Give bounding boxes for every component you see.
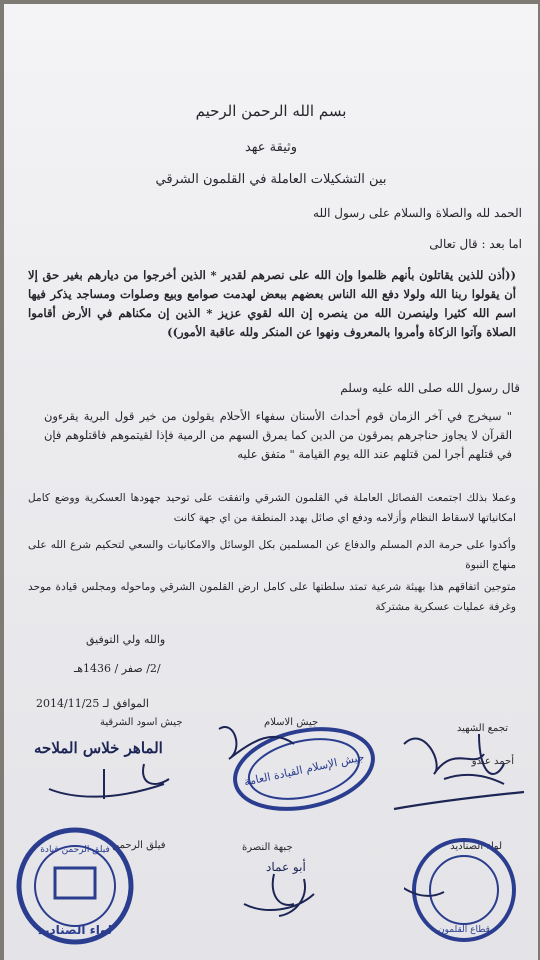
faction-label-sanadid: لواء الصناديد [450, 841, 502, 852]
hadith-intro: قال رسول الله صلى الله عليه وسلم [340, 381, 520, 395]
document-page [4, 4, 538, 960]
quran-verse: ((أذن للذين يقاتلون بأنهم ظلموا وإن الله على نصرهم لقدير * الذين أخرجوا من ديارهم بغير حق إلا أن يقولوا ربنا الله ولولا دفع الله الناس بعضهم ببعض لهدمت صوامع وبيع وصلوات ومساجد يذكر فيها اسم الله كثيرا ولينصرن الله من ينصره إن الله لقوي عزيز * الذين إن مكناهم في الأرض أقاموا الصلاة وآتوا الزكاة وأمروا بالمعروف ونهوا عن المنكر ولله عاقبة الأمور)) [28, 268, 516, 339]
faction-label-faylaq: فيلق الرحمن [112, 840, 166, 851]
signature-nusra [234, 864, 334, 924]
faction-label-nusra: جبهة النصرة [242, 842, 293, 853]
signer-name-lions-east: الماهر خلاس الملاحه [34, 739, 163, 757]
svg-text:جيش الإسلام القيادة العامة: جيش الإسلام القيادة العامة [242, 750, 366, 789]
stamp-sanadid [10, 826, 140, 946]
faction-label-army-of-islam: جيش الاسلام [264, 717, 319, 728]
svg-text:لواء الصناديد: لواء الصناديد [38, 923, 112, 937]
hijri-date: /2/ صفر / 1436هـ [74, 662, 161, 675]
hadith-text: " سيخرج في آخر الزمان قوم أحداث الأسنان سفهاء الأحلام يقولون من خير قول البرية يقرءون القرآن لا يجاوز حناجرهم يمرقون من الدين كما يمرق السهم من الرمية فإذا لقيتموهم فاقتلوهم فإن في قتلهم أجرا لمن قتلهم عند الله يوم القيامة " متفق عليه [44, 409, 512, 461]
signer-name-nusra: أبو عماد [266, 860, 306, 874]
svg-text:فيلق الرحمن قيادة: فيلق الرحمن قيادة [40, 845, 110, 855]
stamp-right [404, 832, 524, 947]
signature-martyr-gathering [384, 714, 534, 824]
document-subtitle: بين التشكيلات العاملة في القلمون الشرقي [155, 172, 387, 187]
signature-lions-east [44, 759, 184, 809]
faction-label-martyr-gathering: تجمع الشهيد [456, 723, 508, 734]
stamp-army-of-islam [214, 709, 384, 819]
paragraph-sanctity: وأكدوا على حرمة الدم المسلم والدفاع عن المسلمين بكل الوسائل والامكانيات والسعي لتحكيم شرع الله على منهاج النبوة [28, 539, 516, 571]
faction-label-lions-east: جيش اسود الشرقية [100, 717, 183, 728]
gregorian-date: الموافق لـ 2014/11/25 [36, 697, 149, 710]
paragraph-unification: وعملا بذلك اجتمعت الفصائل العاملة في القلمون الشرقي واتفقت على توحيد جهودها العسكرية ووضع كامل امكانياتها لاسقاط النظام وأزلامه ودفع اي صائل بهدد المنطقة من اي جهة كانت [28, 492, 516, 524]
svg-text:قطاع القلمون: قطاع القلمون [438, 925, 490, 935]
closing-line: والله ولي التوفيق [86, 633, 166, 646]
praise-line: الحمد لله والصلاة والسلام على رسول الله [313, 206, 522, 220]
signer-name-martyr-gathering: أحمد عبدو [471, 756, 514, 767]
paragraph-sharia-body: متوجين اتفاقهم هذا بهيئة شرعية تمتد سلطتها على كامل ارض القلمون الشرقي وماحوله ومجلس قيادة موحد وغرفة عمليات عسكرية مشتركة [28, 581, 516, 613]
intro-line: اما بعد : قال تعالى [429, 237, 522, 251]
basmala: بسم الله الرحمن الرحيم [195, 102, 347, 120]
document-title: وثيقة عهد [244, 140, 298, 155]
